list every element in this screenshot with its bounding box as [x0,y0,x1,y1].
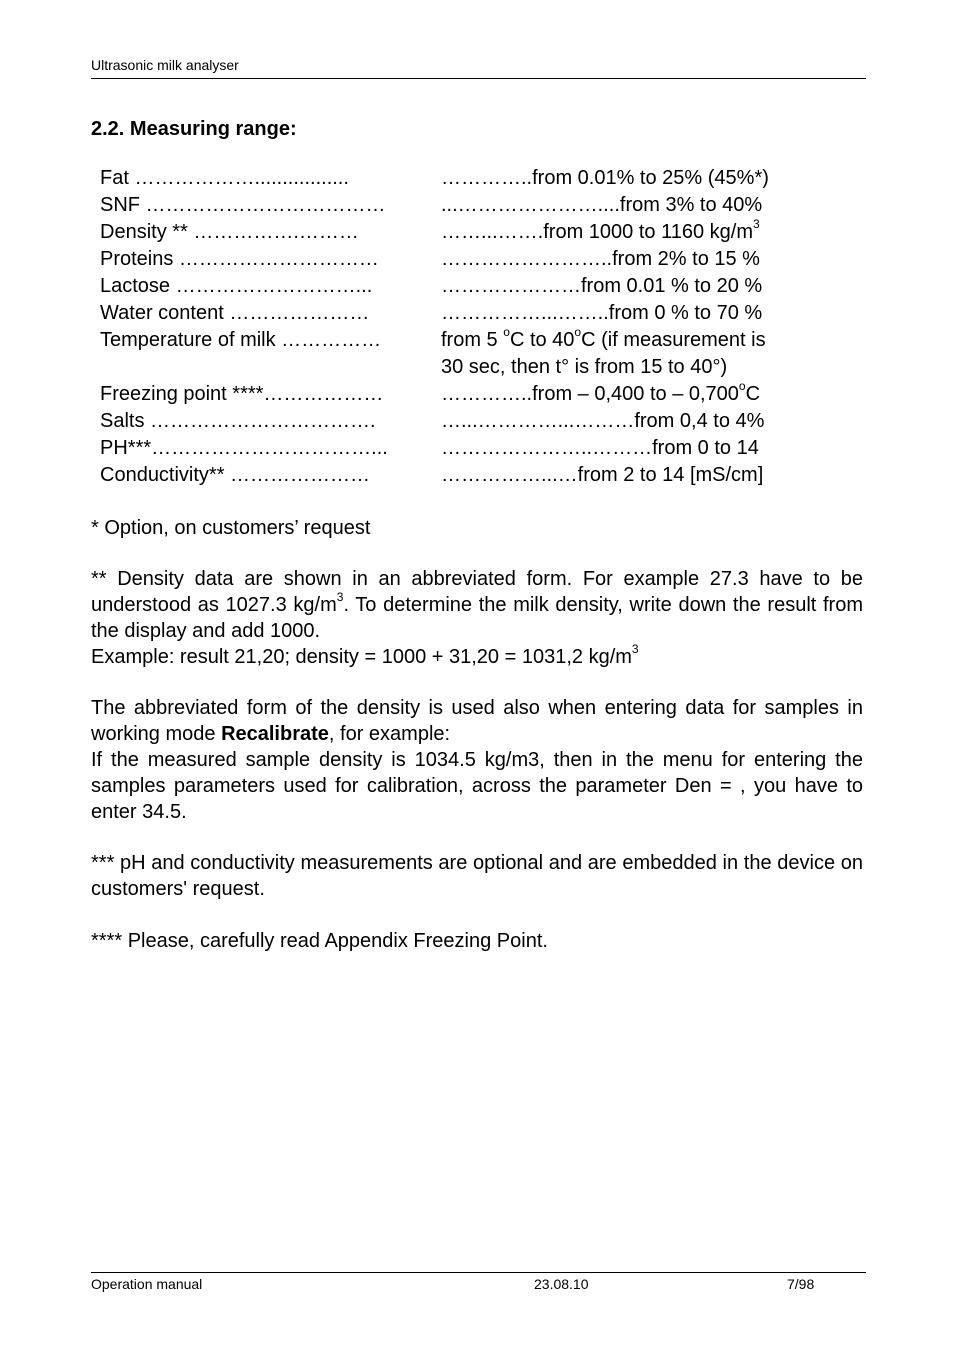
footer-page-number: 7/98 [787,1276,815,1292]
note-recalibrate: The abbreviated form of the density is used also when entering data for samples in working mode Recalibrate, for example: If the measured sample density is 1034.5 kg/m3, then in the menu for entering the samples parameters used for calibration, across the parameter Den = , you have to enter 34.5. [91,697,863,823]
note-freezing: **** Please, carefully read Appendix Freezing Point. [91,930,548,952]
measuring-range-table [100,165,841,489]
range-row-lactose [100,273,841,300]
range-label: Density ** …………….……… [100,221,359,243]
range-row-snf [100,192,841,219]
range-value: …………………from 0.01 % to 20 % [441,275,763,297]
range-label: SNF ……………………………… [100,194,386,216]
range-value: ……………...…from 2 to 14 [mS/cm] [441,464,764,486]
footer-date: 23.08.10 [534,1276,589,1292]
range-row-proteins [100,246,841,273]
range-row-salts [100,408,841,435]
range-value: ……………………..from 2% to 15 % [441,248,760,270]
range-value: ...…………………....from 3% to 40% [441,194,763,216]
page-footer [91,1272,866,1292]
range-row-freezing-point [100,381,841,408]
range-value: …...…………...………from 0,4 to 4% [441,410,765,432]
range-row-temperature-cont [100,354,841,381]
range-label: Freezing point ****……………… [100,383,384,405]
range-label: Conductivity** ………………… [100,464,371,486]
range-value: …………..from – 0,400 to – 0,700$^o$C [441,379,761,405]
range-row-density [100,219,841,246]
range-row-water-content [100,300,841,327]
range-value: ……………...……..from 0 % to 70 % [441,302,763,324]
range-label [100,354,441,381]
note-option: * Option, on customers’ request [91,517,371,539]
recalibrate-term: Recalibrate [221,723,329,745]
header-title: Ultrasonic milk analyser [91,57,239,73]
range-label: Lactose ………………………... [100,275,373,297]
range-value: …………………..………from 0 to 14 [441,437,759,459]
range-label: Salts ……………………………. [100,410,376,432]
range-label: Temperature of milk …………… [100,329,382,351]
range-label: Water content ………………… [100,302,370,324]
range-value: 30 sec, then t° is from 15 to 40°) [441,356,728,378]
range-label: Fat ………………................. [100,167,349,189]
range-row-conductivity [100,462,841,489]
range-label: Proteins ………………………… [100,248,379,270]
range-value: ……...…….from 1000 to 1160 $kg/m^3$ [441,217,760,243]
range-label: PH***……………………………... [100,437,388,459]
range-value: …………..from 0.01% to 25% (45%*) [441,167,769,189]
note-density: ** Density data are shown in an abbreviated form. For example 27.3 have to be understood as 1027.3 $kg/m^3$. To determine the milk density, write down the result from the display and add 1000. Example: result 21,20; density = 1000 + 31,20 = 1031,2 $kg/m^3$ [91,568,863,668]
range-row-ph [100,435,841,462]
page-header [91,56,866,79]
note-ph: *** pH and conductivity measurements are optional and are embedded in the device on customers' request. [91,852,863,900]
footer-doc-name: Operation manual [91,1276,203,1292]
range-value: from 5 $^o$C to 40$^o$C (if measurement is [441,325,766,351]
section-title: 2.2. Measuring range: [91,118,297,140]
range-row-temperature [100,327,841,354]
range-row-fat [100,165,841,192]
